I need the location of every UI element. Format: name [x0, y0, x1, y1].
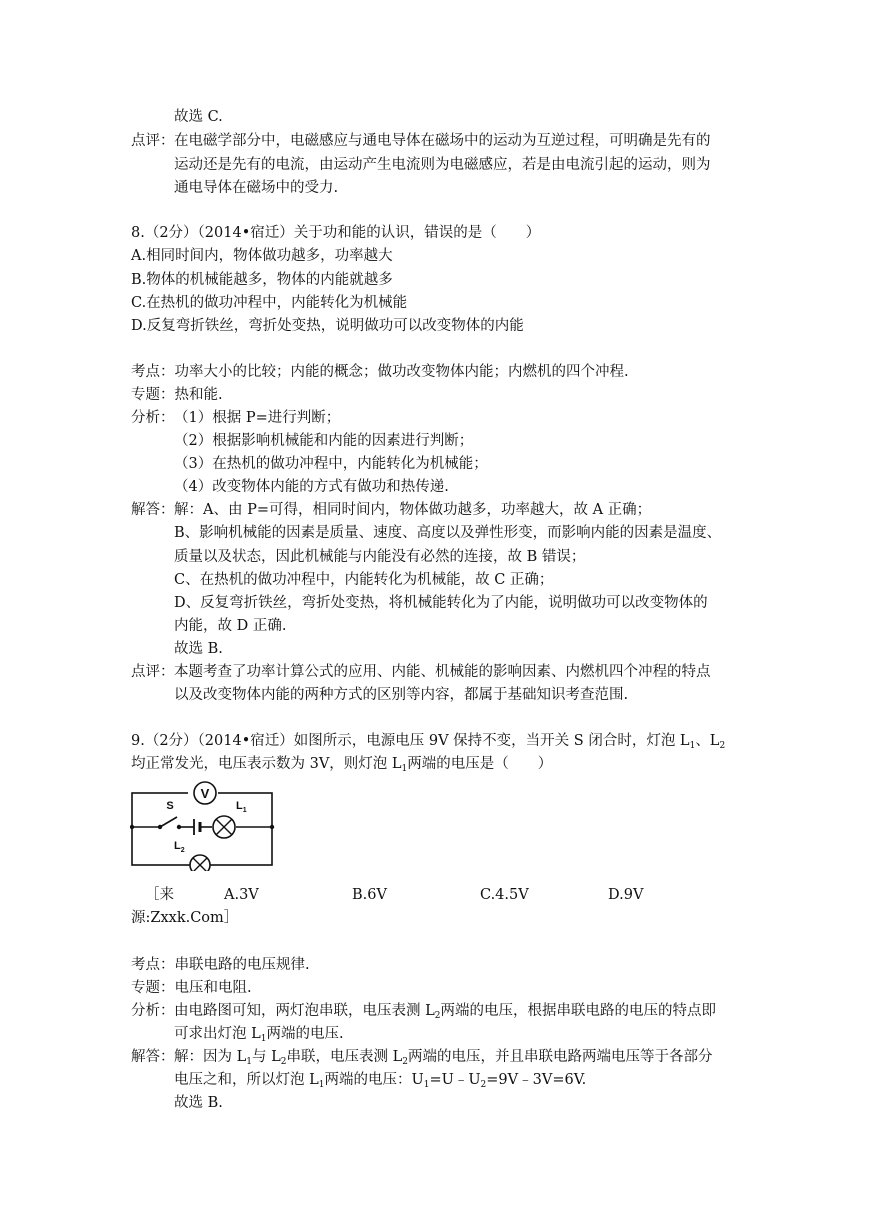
- q8-stem: 8.（2分）（2014•宿迁）关于功和能的认识，错误的是（ ）: [131, 225, 541, 241]
- q8-analysis-2: （2）根据影响机械能和内能的因素进行判断；: [174, 433, 474, 449]
- comment-line-3: 通电导体在磁场中的受力.: [174, 180, 339, 196]
- q8-answer-1: 解：A、由 P=可得，相同时间内，物体做功越多，功率越大，故 A 正确；: [174, 502, 652, 518]
- q8-answer-label: 解答：: [131, 502, 175, 518]
- q9-stem-sub-1: 1: [689, 741, 696, 751]
- q8-analysis-4: （4）改变物体内能的方式有做功和热传递.: [174, 479, 449, 495]
- q8-comment-1: 本题考查了功率计算公式的应用、内能、机械能的影响因素、内燃机四个冲程的特点: [174, 664, 711, 680]
- q9-stem-line-1: [131, 731, 725, 756]
- q9-answer-label: 解答：: [131, 1049, 175, 1065]
- q8-comment-label: 点评：: [131, 664, 175, 680]
- q9-stem-text-c: 均正常发光，电压表示数为 3V，则灯泡 L: [131, 756, 402, 772]
- q9-option-c: C.4.5V: [480, 887, 529, 903]
- comment-label: 点评：: [131, 133, 175, 149]
- q8-comment-2: 以及改变物体内能的两种方式的区别等内容，都属于基础知识考查范围.: [174, 687, 629, 703]
- circuit-diagram: [130, 775, 276, 871]
- q9-answer-2: 电压之和，所以灯泡 $L_1$两端的电压：$U_1=U﹣U_2=9V﹣3V=6V$.: [174, 1072, 587, 1090]
- comment-line-1: 在电磁学部分中，电磁感应与通电导体在磁场中的运动为互逆过程，可明确是先有的: [174, 133, 711, 149]
- q9-option-a: A.3V: [224, 887, 259, 903]
- comment-line-2: 运动还是先有的电流，由运动产生电流则为电磁感应，若是由电流引起的运动，则为: [174, 157, 711, 173]
- q9-kaodian: 考点：串联电路的电压规律.: [131, 957, 310, 973]
- switch-icon: [160, 817, 177, 827]
- q8-analysis-1: （1）根据 P=进行判断；: [174, 410, 341, 426]
- q9-analysis-label: 分析：: [131, 1003, 175, 1019]
- q8-option-b: B.物体的机械能越多，物体的内能就越多: [131, 272, 393, 288]
- lamp-l1-label: $L_1$: [236, 800, 247, 814]
- lamp-l2-icon: [190, 855, 210, 871]
- voltmeter-label: V: [200, 786, 210, 801]
- q9-stem-text-d: 两端的电压是（ ）: [407, 756, 553, 772]
- q8-answer-2: B、影响机械能的因素是质量、速度、高度以及弹性形变，而影响内能的因素是温度、: [174, 525, 722, 541]
- lamp-l1-icon: [213, 816, 235, 838]
- q9-option-b: B.6V: [352, 887, 387, 903]
- q9-answer-1: 解：因为 $L_1$与 $L_2$串联，电压表测 $L_2$两端的电压，并且串联电路两端电压等于各部分: [174, 1049, 713, 1067]
- q9-source-1: ［来: [145, 887, 174, 903]
- q9-stem-sub-2: 2: [719, 741, 726, 751]
- q9-analysis-1: 由电路图可知，两灯泡串联，电压表测 $L_2$两端的电压，根据串联电路的电压的特点即: [174, 1003, 716, 1021]
- q8-kaodian: 考点：功率大小的比较；内能的概念；做功改变物体内能；内燃机的四个冲程.: [131, 364, 629, 380]
- select-c: 故选 C.: [174, 109, 223, 125]
- q8-option-a: A.相同时间内，物体做功越多，功率越大: [131, 248, 393, 264]
- q8-answer-4: C、在热机的做功冲程中，内能转化为机械能，故 C 正确；: [174, 572, 554, 588]
- q9-stem-text-b: 、L: [695, 733, 720, 749]
- q8-answer-5: D、反复弯折铁丝，弯折处变热，将机械能转化为了内能，说明做功可以改变物体的: [174, 595, 708, 611]
- lamp-l2-label: $L_2$: [174, 840, 185, 854]
- q9-option-d: D.9V: [608, 887, 644, 903]
- q8-answer-3: 质量以及状态，因此机械能与内能没有必然的连接，故 B 错误；: [174, 549, 586, 565]
- q9-stem-sub-3: 1: [401, 764, 408, 774]
- q8-answer-7: 故选 B.: [174, 641, 223, 657]
- q9-zhuanti: 专题：电压和电阻.: [131, 980, 252, 996]
- switch-label: S: [166, 800, 174, 812]
- q8-zhuanti: 专题：热和能.: [131, 387, 223, 403]
- q9-source-2: 源:Zxxk.Com］: [131, 910, 239, 926]
- q9-analysis-2: 可求出灯泡 $L_1$两端的电压.: [174, 1026, 344, 1044]
- q9-select: 故选 B.: [174, 1095, 223, 1111]
- q8-analysis-3: （3）在热机的做功冲程中，内能转化为机械能；: [174, 456, 488, 472]
- q8-option-d: D.反复弯折铁丝，弯折处变热，说明做功可以改变物体的内能: [131, 318, 524, 334]
- q8-option-c: C.在热机的做功冲程中，内能转化为机械能: [131, 295, 408, 311]
- q8-analysis-label: 分析：: [131, 410, 175, 426]
- q9-stem-text-a: 9.（2分）（2014•宿迁）如图所示，电源电压 9V 保持不变，当开关 S 闭合时，灯泡 L: [131, 733, 690, 749]
- q8-answer-6: 内能，故 D 正确.: [174, 618, 287, 634]
